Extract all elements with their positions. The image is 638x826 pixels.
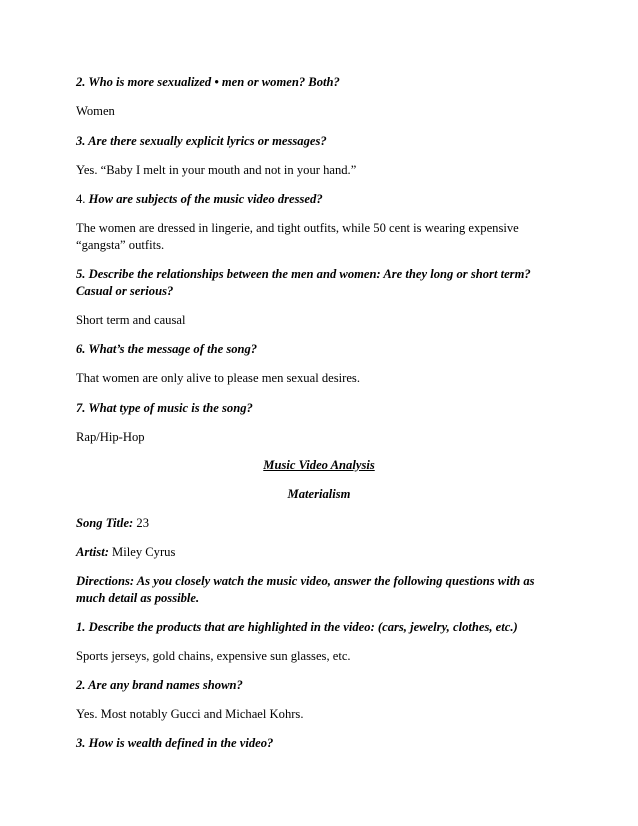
section-subtitle: Materialism [287, 487, 351, 501]
song-title-value: 23 [133, 516, 150, 530]
question-1-products: 1. Describe the products that are highlighted in the video: (cars, jewelry, clothes, etc.) [76, 620, 518, 634]
question-3-wealth: 3. How is wealth defined in the video? [76, 736, 274, 750]
directions-line-1: Directions: As you closely watch the music video, answer the following questions with as [76, 574, 535, 588]
artist-value: Miley Cyrus [108, 545, 176, 559]
question-2-brand-names: 2. Are any brand names shown? [76, 678, 243, 692]
question-4-dressed [76, 191, 562, 208]
answer-1-products: Sports jerseys, gold chains, expensive sun glasses, etc. [76, 649, 351, 663]
answer-4-line-2: “gangsta” outfits. [76, 238, 165, 252]
question-5-line-1: 5. Describe the relationships between the men and women: Are they long or short term? [76, 267, 531, 281]
answer-5: Short term and causal [76, 313, 186, 327]
answer-3: Yes. “Baby I melt in your mouth and not in your hand.” [76, 163, 357, 177]
section-title: Music Video Analysis [263, 458, 375, 472]
question-4-number: 4. [76, 192, 89, 206]
question-7-music-type: 7. What type of music is the song? [76, 401, 253, 415]
directions-line-2: much detail as possible. [76, 591, 200, 605]
question-5-line-2: Casual or serious? [76, 284, 174, 298]
answer-7: Rap/Hip-Hop [76, 430, 145, 444]
answer-6: That women are only alive to please men sexual desires. [76, 371, 360, 385]
answer-2: Women [76, 104, 115, 118]
song-title-label: Song Title: [76, 516, 134, 530]
question-2-sexualized: 2. Who is more sexualized • men or women? Both? [76, 75, 340, 89]
question-3-explicit-lyrics: 3. Are there sexually explicit lyrics or messages? [76, 134, 327, 148]
answer-4-line-1: The women are dressed in lingerie, and tight outfits, while 50 cent is wearing expensive [76, 221, 519, 235]
artist-label: Artist: [76, 545, 109, 559]
question-4-text: How are subjects of the music video dressed? [88, 192, 323, 206]
answer-2-brand-names: Yes. Most notably Gucci and Michael Kohrs. [76, 707, 304, 721]
song-title-line [76, 515, 562, 532]
artist-line [76, 544, 562, 561]
question-6-message: 6. What’s the message of the song? [76, 342, 258, 356]
